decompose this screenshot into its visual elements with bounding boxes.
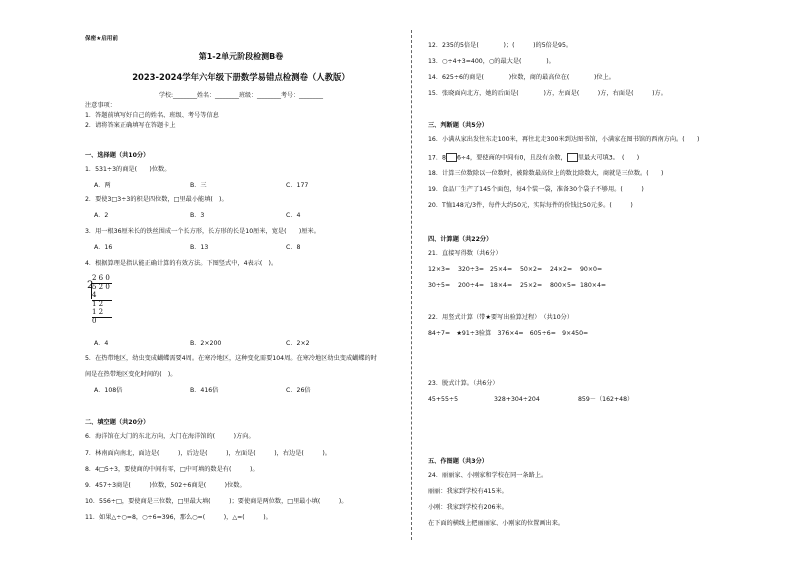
blank-box[interactable] (567, 153, 578, 162)
division-step: 1 2 (92, 299, 104, 308)
option-c[interactable]: C．4 (286, 212, 301, 219)
question-24-line-1: 丽丽：我家到学校有415米。 (428, 488, 508, 495)
option-c[interactable]: C．26倍 (286, 387, 311, 394)
option-a[interactable]: A．2 (94, 212, 109, 219)
option-a[interactable]: A．4 (94, 340, 109, 347)
option-a[interactable]: A．两 (94, 182, 111, 189)
exam-subtitle: 2023-2024学年六年级下册数学易错点检测卷（人教版） (132, 72, 350, 82)
question-2-options (94, 212, 382, 219)
question-24-line-2: 小刚：我家到学校有206米。 (428, 504, 508, 511)
mixed-calc-item: 45+55÷5 (428, 396, 459, 403)
exam-title: 第1-2单元阶段检测B卷 (198, 52, 284, 61)
oral-calc-item: 25×2= (520, 282, 543, 289)
oral-calc-item: 180×4= (580, 282, 607, 289)
question-22: 22．用竖式计算（带★要写出验算过程） （共10分） (428, 314, 574, 321)
question-1-options (94, 182, 382, 189)
section-title-drawing: 五、作图题（共3分） (428, 458, 488, 465)
question-5-options (94, 387, 382, 394)
question-16: 16．小满从家出发往东走100米，再往北走300米到达图书馆，小满家在图书馆的西南方向。( ) (428, 136, 700, 143)
oral-calc-item: 90×0= (580, 266, 603, 273)
question-6: 6．海洋馆在大门的东北方向，大门在海洋馆的( )方向。 (85, 433, 255, 440)
oral-calc-row-1 (428, 266, 610, 273)
division-divisor: 2 (87, 280, 94, 291)
option-b[interactable]: B．416倍 (190, 387, 219, 394)
question-19: 19．食品厂生产了145个面包，每4个装一袋，准备30个袋子不够用。( ) (428, 186, 644, 193)
question-23-items (428, 396, 668, 403)
question-8: 8．4□5÷3，要使商的中间有零，□中可填的数是有( )。 (85, 466, 259, 473)
question-9: 9．457÷3商是( )位数，502÷6商是( )位数。 (85, 482, 246, 489)
question-4-options (94, 340, 382, 347)
blank-box[interactable] (446, 153, 457, 162)
secret-label: 保密★启用前 (85, 36, 118, 42)
question-2: 2．要使3□3÷3的积是四位数，□里最小能填( )。 (85, 196, 228, 203)
division-remainder: 0 (92, 316, 97, 325)
oral-calc-item: 18×4= (490, 282, 513, 289)
oral-calc-item: 24×2= (550, 266, 573, 273)
question-18: 18．计算三位数除以一位数时，被除数最高位上的数比除数大，商就是三位数。( ) (428, 170, 664, 177)
notes-title: 注意事项： (85, 102, 116, 109)
question-17: 17．8 6÷4，要使商的中间有0，且没有余数， 里最大可填3。 ( ) (428, 154, 640, 162)
section-title-choice: 一、选择题（共10分） (85, 152, 150, 159)
question-4: 4．根据算理是指认能正确计算的有效方法。下图竖式中，4表示( )。 (85, 260, 278, 267)
division-quotient: 2 6 0 (92, 274, 110, 282)
section-title-calc: 四、计算题（共22分） (428, 236, 493, 243)
oral-calc-item: 50×2= (520, 266, 543, 273)
question-15: 15．张晓面向北方，她的后面是( )方，左面是( )方，右面是( )方。 (428, 90, 667, 97)
question-14: 14．625÷6的商是( )位数，商的最高位在( )位上。 (428, 74, 615, 81)
section-title-judge: 三、判断题（共5分） (428, 122, 488, 129)
mixed-calc-item: 328+304÷204 (494, 396, 540, 403)
option-a[interactable]: A．16 (94, 244, 113, 251)
question-13: 13．○÷4+3=400，○的最大是( )。 (428, 58, 555, 65)
question-3-options (94, 244, 382, 251)
student-info-line[interactable]: 学校:________姓名：________班级：________考号：________ (158, 92, 324, 99)
question-1: 1．531÷3的商是( )位数。 (85, 166, 171, 173)
question-7: 7．林南面向南北，面边是( )，后边是( )，左面是( )，右边是( )。 (85, 450, 331, 457)
oral-calc-item: 800×5= (550, 282, 577, 289)
option-c[interactable]: C．8 (286, 244, 301, 251)
question-10: 10．556÷□，要使商是三位数，□里最大填( )；要使商是两位数，□里最小填( )。 (85, 498, 348, 505)
section-title-fill: 二、填空题（共20分） (85, 419, 150, 426)
mixed-calc-item: 859－（162+48） (578, 396, 634, 403)
option-b[interactable]: B．三 (190, 182, 207, 189)
oral-calc-row-2 (428, 282, 610, 289)
question-22-items: 84÷7= ★91÷3验算 376×4= 605÷6= 9×450= (428, 330, 589, 337)
question-24: 24．丽丽家、小刚家和学校在同一条路上。 (428, 472, 548, 479)
oral-calc-item: 200÷4= (458, 282, 485, 289)
division-dividend: 5 2 0 (92, 282, 110, 291)
option-b[interactable]: B．2×200 (190, 340, 222, 347)
division-step: 1 2 (92, 308, 104, 317)
oral-calc-item: 30÷5= (428, 282, 451, 289)
question-5-line-2: 间是在热带地区变化时间的( )。 (85, 371, 177, 378)
question-5-line-1: 5．在热带地区，幼虫变成蝴蝶需要4周。在寒冷地区，这种变化需要104周。在寒冷地区幼虫变成蝴蝶的时 (85, 355, 377, 362)
division-step: 4 (92, 291, 97, 300)
oral-calc-item: 12×3= (428, 266, 451, 273)
note-item: 1．答题前填写好自己的姓名、班级、考号等信息 (85, 112, 219, 119)
question-20: 20．T恤148元/3件，每件大约50元，实际每件的价钱比50元多。( ) (428, 202, 633, 209)
long-division-figure (85, 274, 145, 326)
oral-calc-item: 25×4= (490, 266, 513, 273)
option-b[interactable]: B．13 (190, 244, 209, 251)
option-c[interactable]: C．177 (286, 182, 309, 189)
oral-calc-item: 320÷3= (458, 266, 485, 273)
note-item: 2．请将答案正确填写在答题卡上 (85, 122, 176, 129)
question-24-line-3: 在下面的横线上把丽丽家、小刚家的位置画出来。 (428, 520, 565, 527)
column-divider (411, 30, 412, 540)
option-a[interactable]: A．108倍 (94, 387, 123, 394)
question-23: 23．脱式计算。（共6分） (428, 380, 499, 387)
option-b[interactable]: B．3 (190, 212, 205, 219)
option-c[interactable]: C．2×2 (286, 340, 310, 347)
question-11: 11．如果△÷○=8，○÷6=396，那么○=( )，△=( )。 (85, 514, 272, 521)
question-21: 21．直接写得数（共6分） (428, 250, 502, 257)
question-3: 3．用一根36厘米长的铁丝围成一个长方形，长方形的长是10厘米，宽是( )厘米。 (85, 228, 320, 235)
question-12: 12．235的5倍是( )；( )的5倍是95。 (428, 42, 573, 49)
